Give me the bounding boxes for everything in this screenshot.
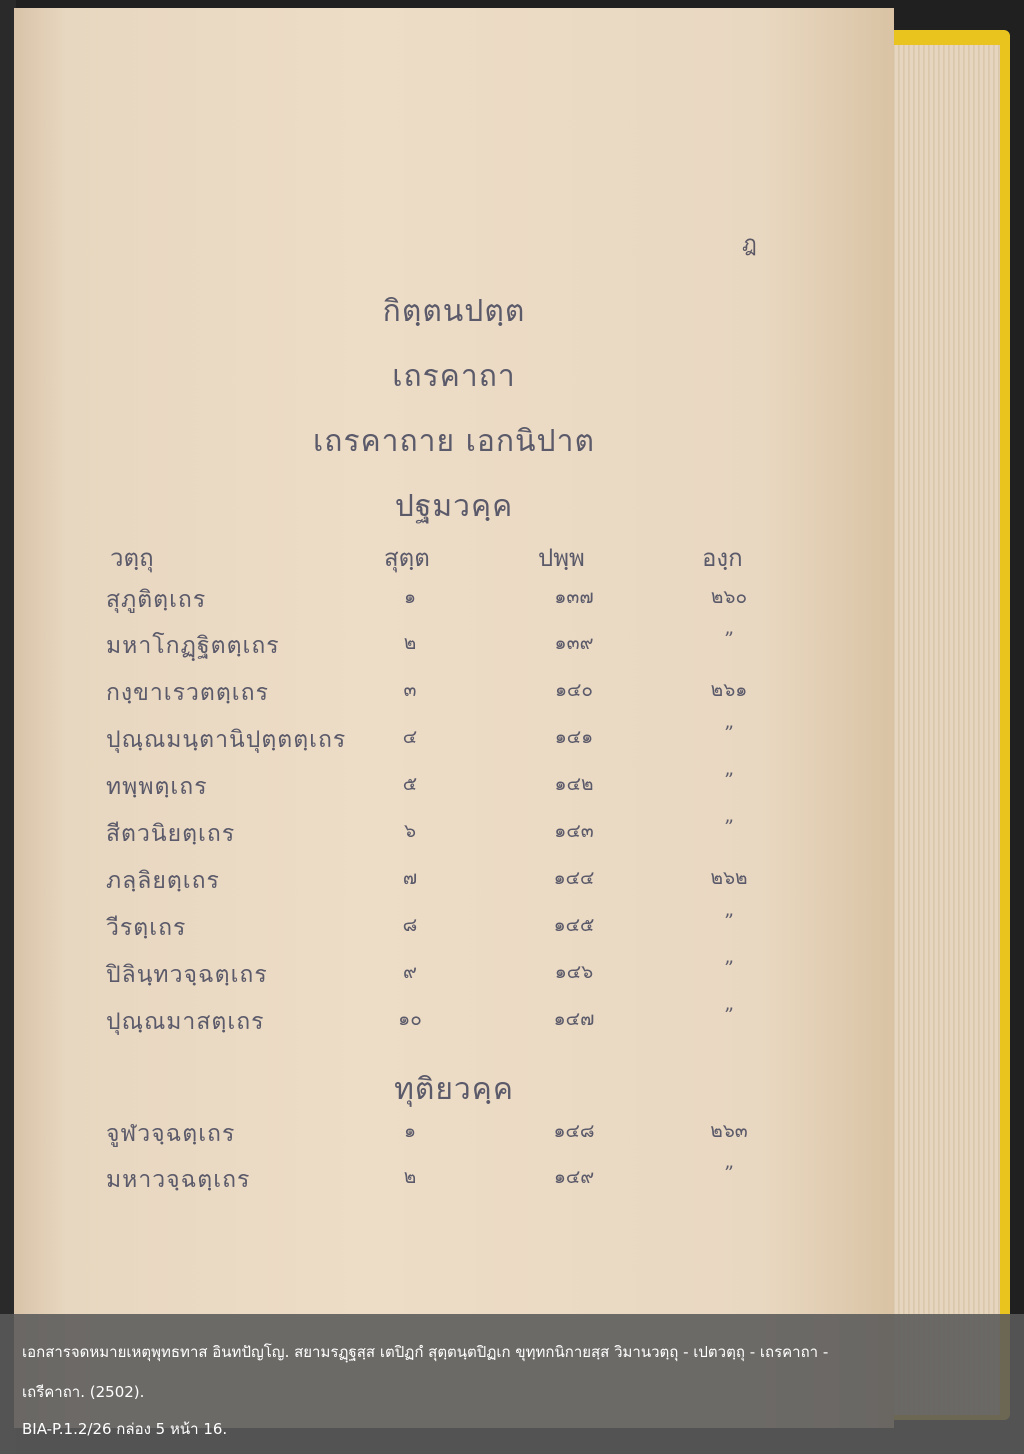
page-number: ฎ (742, 232, 757, 257)
caption-bar (0, 1314, 1024, 1454)
row-sutta: ๕ (402, 773, 418, 795)
row-ang: ” (724, 1162, 734, 1184)
row-ang: ” (724, 910, 734, 932)
row-ang: ๒๖๒ (710, 867, 748, 889)
table-row (14, 816, 894, 856)
row-sutta: ๒ (403, 1166, 417, 1188)
column-ang-header: องฺก (702, 544, 743, 572)
row-ang: ” (724, 628, 734, 650)
table-row (14, 582, 894, 622)
section-title: เถรคาถาย เอกนิปาต (313, 424, 595, 459)
column-sutta-header: สุตฺต (384, 544, 430, 572)
row-name: ปุณฺณมนฺตานิปุตฺตตฺเถร (106, 727, 347, 753)
book-page (14, 8, 894, 1428)
row-ang: ” (724, 1004, 734, 1026)
column-name-header: วตฺถุ (110, 544, 154, 572)
row-sutta: ๑๐ (398, 1008, 422, 1030)
row-name: สีตวนิยตฺเถร (106, 821, 236, 847)
row-sutta: ๖ (403, 820, 417, 842)
table-row (14, 863, 894, 903)
row-name: จูฬวจฺฉตฺเถร (106, 1121, 236, 1147)
page-title: กิตฺตนปตฺต (382, 294, 526, 329)
row-name: ภลฺลิยตฺเถร (106, 868, 220, 894)
row-ang: ” (724, 769, 734, 791)
row-sutta: ๙ (403, 961, 417, 983)
row-name: วีรตฺเถร (106, 915, 187, 941)
row-sutta: ๔ (402, 726, 418, 748)
table-row (14, 1116, 894, 1156)
group-title-2: ทุติยวคฺค (394, 1072, 514, 1107)
row-bhag: ๑๔๓ (554, 820, 594, 842)
table-row (14, 957, 894, 997)
row-bhag: ๑๔๙ (553, 1166, 595, 1188)
column-bhag-header: ปพฺพ (538, 544, 585, 572)
row-ang: ” (724, 722, 734, 744)
row-sutta: ๑ (403, 586, 417, 608)
row-bhag: ๑๔๗ (553, 1008, 595, 1030)
row-sutta: ๒ (403, 632, 417, 654)
row-sutta: ๗ (402, 867, 418, 889)
row-ang: ” (724, 957, 734, 979)
row-sutta: ๘ (402, 914, 418, 936)
row-bhag: ๑๔๘ (553, 1120, 595, 1142)
row-bhag: ๑๔๔ (553, 867, 595, 889)
table-row (14, 628, 894, 668)
row-name: กงฺขาเรวตตฺเถร (106, 680, 269, 706)
row-ang: ๒๖๐ (710, 586, 748, 608)
caption-line-2: เถรีคาถา. (2502). (22, 1383, 145, 1401)
row-name: ปิลินฺทวจฺฉตฺเถร (106, 962, 268, 988)
row-sutta: ๑ (403, 1120, 417, 1142)
row-bhag: ๑๓๗ (554, 586, 594, 608)
row-name: มหาโกฏฺฐิตตฺเถร (106, 633, 280, 659)
page-subtitle: เถรคาถา (392, 359, 516, 394)
group-title-1: ปฐมวคฺค (394, 489, 514, 524)
row-ang: ๒๖๑ (710, 679, 748, 701)
row-bhag: ๑๔๐ (554, 679, 594, 701)
row-name: ทพฺพตฺเถร (106, 774, 208, 800)
row-ang: ๒๖๓ (710, 1120, 748, 1142)
caption-line-1: เอกสารจดหมายเหตุพุทธทาส อินทปัญโญ. สยามรฏฺฐสฺส เตปิฏกํ สุตฺตนฺตปิฏเก ขุทฺทกนิกายสฺส วิมานวตฺถุ - เปตวตฺถุ - เถรคาถา - (22, 1343, 829, 1361)
row-bhag: ๑๔๒ (554, 773, 594, 795)
row-sutta: ๓ (403, 679, 417, 701)
table-row (14, 769, 894, 809)
table-row (14, 1004, 894, 1044)
row-ang: ” (724, 816, 734, 838)
row-bhag: ๑๔๑ (554, 726, 594, 748)
row-name: มหาวจฺฉตฺเถร (106, 1167, 251, 1193)
table-row (14, 910, 894, 950)
row-bhag: ๑๓๙ (554, 632, 594, 654)
table-row (14, 722, 894, 762)
table-row (14, 1162, 894, 1202)
row-name: สุภูติตฺเถร (106, 587, 207, 613)
table-row (14, 675, 894, 715)
row-bhag: ๑๔๖ (554, 961, 594, 983)
row-bhag: ๑๔๕ (553, 914, 595, 936)
row-name: ปุณฺณมาสตฺเถร (106, 1009, 265, 1035)
caption-line-3: BIA-P.1.2/26 กล่อง 5 หน้า 16. (22, 1420, 228, 1438)
